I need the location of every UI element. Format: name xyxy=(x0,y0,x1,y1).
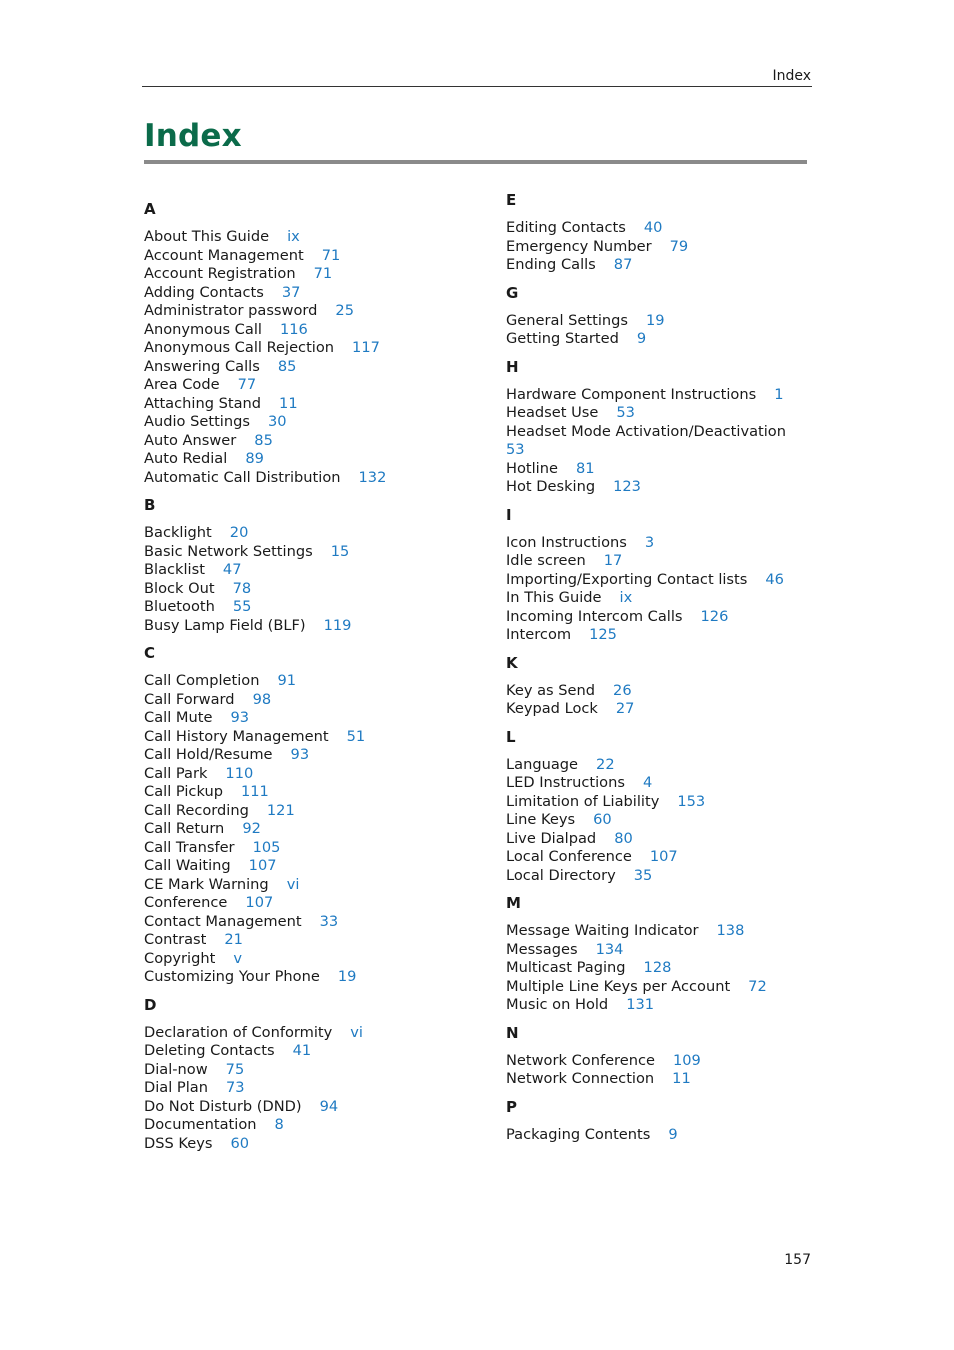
index-section-c xyxy=(144,644,464,987)
index-entry-label: Ending Calls xyxy=(506,256,596,273)
index-entry xyxy=(144,746,464,765)
index-entry-page-link[interactable]: 71 xyxy=(313,265,333,282)
index-entry-label: Live Dialpad xyxy=(506,829,597,847)
index-entry-page-link[interactable]: 60 xyxy=(593,811,612,828)
index-entry xyxy=(144,543,464,562)
index-entry-page-link[interactable]: 107 xyxy=(649,848,678,865)
index-entry-label: Network Connection xyxy=(506,1070,655,1087)
index-entry-list xyxy=(506,312,816,349)
index-entry-label: Do Not Disturb (DND) xyxy=(144,1097,302,1115)
index-entry-page-link[interactable]: 55 xyxy=(232,598,252,615)
index-entry-label: Account Registration xyxy=(144,265,296,282)
section-letter: D xyxy=(144,995,157,1014)
index-entry-page-link[interactable]: 134 xyxy=(595,940,624,958)
index-entry-label: Backlight xyxy=(144,524,212,541)
index-entry-page-link[interactable]: 107 xyxy=(245,894,274,911)
index-entry-label: Administrator password xyxy=(144,302,318,319)
index-entry xyxy=(144,691,464,710)
index-entry-label: Local Directory xyxy=(506,866,616,884)
section-letter: K xyxy=(506,653,518,672)
index-entry-label: Call Return xyxy=(144,820,225,837)
index-entry xyxy=(144,321,464,340)
index-entry-label: CE Mark Warning xyxy=(144,875,269,893)
index-entry-page-link[interactable]: 3 xyxy=(644,533,655,551)
index-entry-list xyxy=(144,524,464,635)
index-entry-page-link[interactable]: 71 xyxy=(321,246,341,264)
index-entry-label: Customizing Your Phone xyxy=(144,968,320,985)
index-entry-list xyxy=(506,219,816,275)
index-entry-label: Basic Network Settings xyxy=(144,542,313,560)
index-entry-page-link[interactable]: 25 xyxy=(335,302,354,319)
index-entry-page-link[interactable]: 19 xyxy=(337,968,357,985)
index-section-d xyxy=(144,996,464,1154)
index-entry-label: Headset Mode Activation/Deactivation xyxy=(506,422,786,440)
index-entry xyxy=(144,1135,464,1154)
index-entry-page-link[interactable]: 1 xyxy=(774,385,784,403)
index-entry-label: Dial-now xyxy=(144,1060,208,1078)
index-entry-label: Limitation of Liability xyxy=(506,792,660,810)
section-letter: A xyxy=(144,200,156,218)
index-entry-page-link[interactable]: 75 xyxy=(225,1060,245,1078)
section-letter: I xyxy=(506,505,512,524)
index-entry-page-link[interactable]: 123 xyxy=(613,478,641,495)
index-entry xyxy=(144,1079,464,1098)
index-entry-page-link[interactable]: 53 xyxy=(506,441,525,458)
index-entry-page-link[interactable]: 80 xyxy=(614,829,633,847)
index-entry-label: Call Pickup xyxy=(144,783,223,800)
index-entry-label: Hardware Component Instructions xyxy=(506,385,757,403)
index-entry-label: Line Keys xyxy=(506,811,576,828)
index-entry xyxy=(506,386,816,405)
index-entry-label: Call Forward xyxy=(144,690,235,708)
index-entry-page-link[interactable]: ix xyxy=(619,589,633,606)
section-letter: G xyxy=(506,283,519,302)
index-entry xyxy=(506,478,816,497)
index-entry xyxy=(144,820,464,839)
index-entry xyxy=(506,608,816,627)
index-entry-label: Area Code xyxy=(144,376,220,393)
index-entry xyxy=(506,626,816,645)
running-header: Index xyxy=(772,68,811,84)
index-entry-label: About This Guide xyxy=(144,228,270,245)
index-entry xyxy=(144,228,464,247)
index-entry-page-link[interactable]: 53 xyxy=(616,404,635,421)
index-entry-page-link[interactable]: 11 xyxy=(279,394,298,412)
index-section-a xyxy=(144,200,464,487)
index-entry xyxy=(144,376,464,395)
index-entry-label: Blacklist xyxy=(144,561,205,578)
index-entry-label: Automatic Call Distribution xyxy=(144,468,341,486)
index-entry-label: Message Waiting Indicator xyxy=(506,922,699,939)
index-entry xyxy=(144,561,464,580)
index-entry-page-link[interactable]: 20 xyxy=(229,524,249,541)
index-entry-label: Adding Contacts xyxy=(144,283,264,301)
index-entry xyxy=(506,423,816,460)
index-entry xyxy=(144,395,464,414)
index-entry-label: Icon Instructions xyxy=(506,533,627,551)
index-entry xyxy=(144,1116,464,1135)
index-entry-list xyxy=(506,534,816,645)
index-entry xyxy=(506,978,816,997)
index-entry-page-link[interactable]: 125 xyxy=(589,626,617,643)
index-entry-label: Block Out xyxy=(144,579,215,597)
index-section-n xyxy=(506,1024,816,1089)
index-entry xyxy=(144,580,464,599)
index-entry-page-link[interactable]: 47 xyxy=(222,561,242,578)
index-entry-label: Keypad Lock xyxy=(506,700,598,717)
index-entry-label: In This Guide xyxy=(506,589,602,606)
index-entry-page-link[interactable]: 46 xyxy=(765,570,784,588)
index-entry-page-link[interactable]: 93 xyxy=(290,746,310,763)
index-entry-page-link[interactable]: 98 xyxy=(252,690,272,708)
index-entry-page-link[interactable]: 128 xyxy=(643,959,672,976)
index-entry xyxy=(144,876,464,895)
index-section-m xyxy=(506,894,816,1015)
index-entry-page-link[interactable]: 17 xyxy=(603,552,623,569)
index-entry-label: Key as Send xyxy=(506,681,596,699)
section-letter: E xyxy=(506,191,517,209)
index-section-g xyxy=(506,284,816,349)
index-entry-page-link[interactable]: 110 xyxy=(225,764,254,782)
index-entry-label: Call Recording xyxy=(144,801,249,819)
index-entry-label: Multiple Line Keys per Account xyxy=(506,977,731,995)
index-entry-page-link[interactable]: 9 xyxy=(636,330,647,347)
index-entry-page-link[interactable]: 117 xyxy=(352,339,380,356)
index-entry-page-link[interactable]: 41 xyxy=(292,1042,312,1059)
index-entry-label: Network Conference xyxy=(506,1051,655,1069)
index-entry-label: Importing/Exporting Contact lists xyxy=(506,570,748,588)
index-entry-page-link[interactable]: 40 xyxy=(643,219,663,236)
index-entry-page-link[interactable]: 109 xyxy=(672,1051,701,1069)
index-entry-page-link[interactable]: 89 xyxy=(245,450,264,467)
index-entry xyxy=(144,950,464,969)
index-entry-page-link[interactable]: 60 xyxy=(230,1134,250,1152)
index-entry xyxy=(144,413,464,432)
index-entry-page-link[interactable]: 4 xyxy=(642,774,653,791)
index-entry-label: Auto Answer xyxy=(144,431,237,449)
index-entry xyxy=(144,450,464,469)
index-entry-label: Bluetooth xyxy=(144,598,215,615)
index-entry xyxy=(506,700,816,719)
index-entry-list xyxy=(144,1024,464,1154)
index-entry xyxy=(144,672,464,691)
index-entry-label: DSS Keys xyxy=(144,1134,213,1152)
index-entry xyxy=(506,256,816,275)
index-entry-label: LED Instructions xyxy=(506,774,625,791)
index-entry-page-link[interactable]: 153 xyxy=(677,792,706,810)
index-entry-page-link[interactable]: 30 xyxy=(267,413,287,430)
index-entry-label: Getting Started xyxy=(506,330,619,347)
index-entry-label: Documentation xyxy=(144,1116,257,1133)
index-entry-label: Audio Settings xyxy=(144,413,250,430)
section-letter: H xyxy=(506,357,519,376)
index-entry xyxy=(144,839,464,858)
index-entry-list xyxy=(144,228,464,487)
index-entry-label: Call Hold/Resume xyxy=(144,746,273,763)
index-entry xyxy=(506,774,816,793)
index-entry xyxy=(506,571,816,590)
index-entry-list xyxy=(144,672,464,987)
index-entry xyxy=(506,682,816,701)
index-entry-page-link[interactable]: 8 xyxy=(274,1116,284,1133)
index-entry-page-link[interactable]: 37 xyxy=(281,283,301,301)
index-entry xyxy=(144,247,464,266)
index-entry-page-link[interactable]: 19 xyxy=(646,311,665,329)
index-entry-page-link[interactable]: 119 xyxy=(323,616,352,634)
index-entry xyxy=(506,959,816,978)
index-entry xyxy=(506,941,816,960)
index-column-right xyxy=(506,191,816,1153)
index-entry-page-link[interactable]: vi xyxy=(286,875,300,893)
section-letter: P xyxy=(506,1097,517,1116)
header-rule xyxy=(142,86,812,87)
index-entry xyxy=(506,811,816,830)
index-entry xyxy=(144,302,464,321)
index-entry xyxy=(506,867,816,886)
index-entry xyxy=(506,922,816,941)
index-column-left xyxy=(144,200,464,1162)
index-entry-label: Language xyxy=(506,755,579,773)
index-entry-list xyxy=(506,922,816,1015)
index-entry xyxy=(144,598,464,617)
index-entry-page-link[interactable]: 26 xyxy=(613,681,632,699)
index-entry xyxy=(144,524,464,543)
section-letter: M xyxy=(506,894,521,912)
index-entry-page-link[interactable]: 11 xyxy=(672,1070,691,1087)
index-entry xyxy=(506,756,816,775)
index-entry xyxy=(144,802,464,821)
index-entry-label: Call History Management xyxy=(144,727,329,745)
index-entry xyxy=(506,312,816,331)
index-entry-label: Dial Plan xyxy=(144,1079,208,1096)
index-entry-page-link[interactable]: 21 xyxy=(224,931,243,948)
index-entry-page-link[interactable]: 105 xyxy=(252,838,281,856)
index-section-k xyxy=(506,654,816,719)
index-entry-label: Intercom xyxy=(506,626,572,643)
index-entry-label: Busy Lamp Field (BLF) xyxy=(144,616,306,634)
index-entry xyxy=(506,534,816,553)
index-entry-page-link[interactable]: 91 xyxy=(277,672,297,689)
index-entry-list xyxy=(506,756,816,886)
index-entry-page-link[interactable]: 92 xyxy=(242,820,261,837)
index-entry-page-link[interactable]: 77 xyxy=(237,376,257,393)
index-entry-label: Emergency Number xyxy=(506,237,652,255)
index-entry xyxy=(506,330,816,349)
index-entry-label: Call Park xyxy=(144,764,208,782)
index-entry xyxy=(144,968,464,987)
index-entry-page-link[interactable]: 121 xyxy=(266,801,295,819)
index-entry-page-link[interactable]: 72 xyxy=(748,977,767,995)
index-entry-page-link[interactable]: 94 xyxy=(319,1097,339,1115)
index-entry xyxy=(506,793,816,812)
section-letter: B xyxy=(144,496,156,514)
index-section-h xyxy=(506,358,816,497)
index-entry-label: Call Completion xyxy=(144,672,260,689)
index-entry xyxy=(144,1061,464,1080)
index-entry xyxy=(144,728,464,747)
index-entry-page-link[interactable]: 33 xyxy=(319,912,339,930)
index-entry-label: Call Transfer xyxy=(144,838,235,856)
index-entry-label: Local Conference xyxy=(506,848,632,865)
index-entry-page-link[interactable]: 27 xyxy=(615,700,635,717)
index-entry-page-link[interactable]: 132 xyxy=(358,468,387,486)
index-section-i xyxy=(506,506,816,645)
index-entry-label: Anonymous Call Rejection xyxy=(144,339,335,356)
index-entry-label: General Settings xyxy=(506,311,629,329)
index-entry xyxy=(144,894,464,913)
index-entry-page-link[interactable]: 107 xyxy=(248,857,277,874)
page-number: 157 xyxy=(784,1252,811,1268)
index-entry xyxy=(144,709,464,728)
index-entry-page-link[interactable]: 51 xyxy=(346,727,366,745)
index-entry-label: Hotline xyxy=(506,459,558,477)
index-entry-label: Conference xyxy=(144,894,228,911)
index-entry-page-link[interactable]: 116 xyxy=(279,320,308,338)
index-entry xyxy=(506,830,816,849)
index-entry xyxy=(506,552,816,571)
index-entry xyxy=(144,783,464,802)
index-entry-page-link[interactable]: 131 xyxy=(626,996,655,1013)
page-title: Index xyxy=(144,118,242,154)
index-entry xyxy=(144,469,464,488)
index-entry-page-link[interactable]: 22 xyxy=(596,755,615,773)
index-entry xyxy=(144,1042,464,1061)
index-entry-page-link[interactable]: 85 xyxy=(277,357,297,375)
index-entry-label: Messages xyxy=(506,940,578,958)
index-entry-label: Packaging Contents xyxy=(506,1125,651,1143)
index-entry-label: Answering Calls xyxy=(144,357,260,375)
section-letter: C xyxy=(144,644,156,662)
index-entry-label: Incoming Intercom Calls xyxy=(506,607,683,625)
index-entry-list xyxy=(506,1052,816,1089)
index-entry-list xyxy=(506,386,816,497)
index-entry-label: Call Waiting xyxy=(144,857,231,874)
index-entry xyxy=(506,238,816,257)
index-entry-label: Anonymous Call xyxy=(144,320,262,338)
index-entry xyxy=(144,913,464,932)
index-entry-page-link[interactable]: 78 xyxy=(232,579,252,597)
index-entry-page-link[interactable]: 15 xyxy=(330,542,350,560)
index-entry xyxy=(506,1052,816,1071)
index-entry-label: Hot Desking xyxy=(506,478,596,495)
index-entry-label: Copyright xyxy=(144,949,216,967)
section-letter: L xyxy=(506,727,516,746)
index-entry-page-link[interactable]: 79 xyxy=(669,237,689,255)
index-entry-page-link[interactable]: 126 xyxy=(700,607,729,625)
title-rule xyxy=(144,160,807,164)
index-section-b xyxy=(144,496,464,635)
section-letter: N xyxy=(506,1023,519,1042)
index-entry-page-link[interactable]: v xyxy=(233,949,242,967)
index-entry xyxy=(506,404,816,423)
index-entry-page-link[interactable]: 111 xyxy=(240,783,269,800)
index-section-l xyxy=(506,728,816,886)
index-entry xyxy=(506,1070,816,1089)
index-entry-page-link[interactable]: vi xyxy=(350,1023,363,1041)
index-entry xyxy=(144,265,464,284)
index-entry-label: Auto Redial xyxy=(144,450,228,467)
index-section-e xyxy=(506,191,816,275)
index-entry-page-link[interactable]: 81 xyxy=(575,459,595,477)
index-entry xyxy=(506,589,816,608)
index-entry-list xyxy=(506,682,816,719)
index-entry-label: Headset Use xyxy=(506,404,599,421)
index-entry-page-link[interactable]: 87 xyxy=(613,256,633,273)
index-section-p xyxy=(506,1098,816,1145)
index-entry xyxy=(144,1024,464,1043)
index-entry xyxy=(144,617,464,636)
index-entry-page-link[interactable]: 93 xyxy=(230,709,250,726)
index-entry-label: Editing Contacts xyxy=(506,219,626,236)
index-entry xyxy=(506,219,816,238)
index-entry xyxy=(144,358,464,377)
index-entry xyxy=(506,1126,816,1145)
index-entry-page-link[interactable]: ix xyxy=(287,228,300,245)
index-entry-page-link[interactable]: 35 xyxy=(633,866,653,884)
index-entry xyxy=(506,848,816,867)
index-entry-label: Contact Management xyxy=(144,912,302,930)
index-entry xyxy=(144,857,464,876)
index-entry xyxy=(144,1098,464,1117)
index-entry-page-link[interactable]: 73 xyxy=(225,1079,245,1096)
index-entry-label: Deleting Contacts xyxy=(144,1042,275,1059)
index-entry-label: Call Mute xyxy=(144,709,213,726)
index-entry-page-link[interactable]: 138 xyxy=(716,922,745,939)
index-entry-list xyxy=(506,1126,816,1145)
index-entry-label: Music on Hold xyxy=(506,996,609,1013)
index-entry-label: Attaching Stand xyxy=(144,394,262,412)
index-entry xyxy=(144,931,464,950)
index-entry xyxy=(144,339,464,358)
index-entry-label: Account Management xyxy=(144,246,304,264)
index-entry-page-link[interactable]: 85 xyxy=(254,431,273,449)
index-entry xyxy=(144,284,464,303)
index-entry xyxy=(144,432,464,451)
index-entry xyxy=(506,460,816,479)
index-entry-label: Declaration of Conformity xyxy=(144,1023,333,1041)
index-entry xyxy=(506,996,816,1015)
index-entry-label: Idle screen xyxy=(506,552,586,569)
index-entry-label: Contrast xyxy=(144,931,207,948)
index-entry-page-link[interactable]: 9 xyxy=(668,1125,678,1143)
index-entry-label: Multicast Paging xyxy=(506,959,626,976)
index-entry xyxy=(144,765,464,784)
